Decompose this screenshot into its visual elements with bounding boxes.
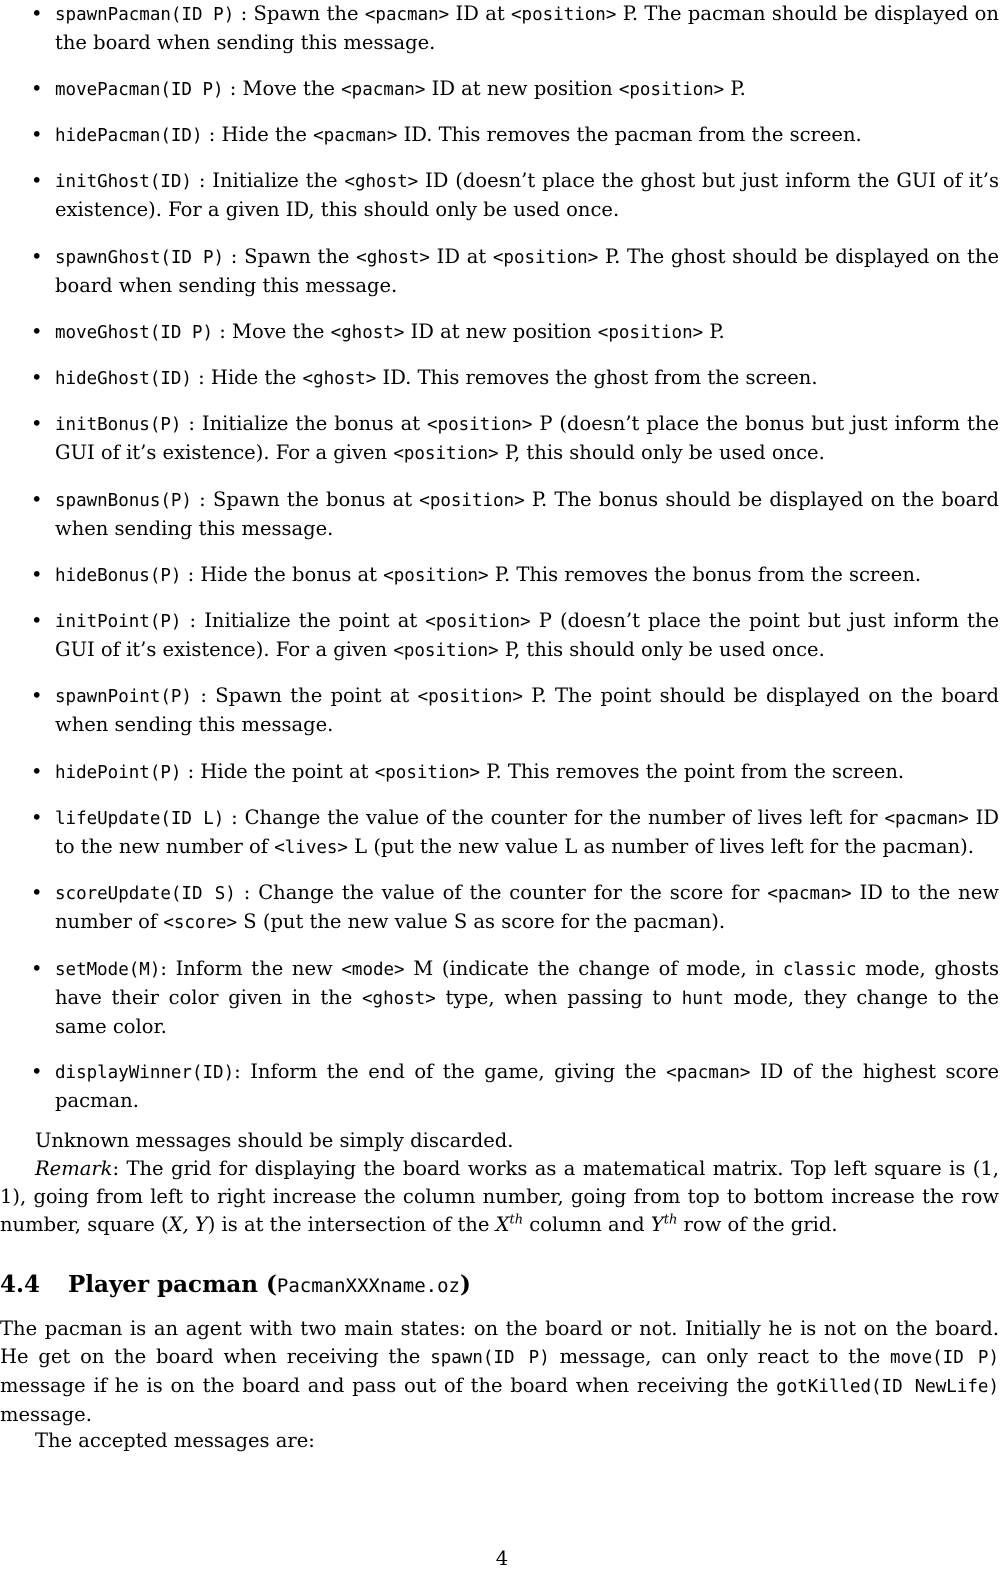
bullet-icon: • [31, 609, 43, 632]
inline-code: <position> [425, 612, 531, 632]
inline-code: <position> [393, 641, 499, 661]
message-item: • setMode(M): Inform the new <mode> M (indicate the change of mode, in classic mode, ghosts have their color given in the <ghost> type, when passing to hunt mode, they change to the same color. [31, 957, 1000, 1038]
bullet-icon: • [31, 806, 43, 829]
bullet-icon: • [31, 366, 43, 389]
message-item: • spawnGhost(ID P) : Spawn the <ghost> ID at <position> P. The ghost should be displayed on the board when sending this message. [31, 245, 999, 297]
message-item: • scoreUpdate(ID S) : Change the value of the counter for the score for <pacman> ID to the new number of <score> S (put the new value S as score for the pacman). [31, 881, 999, 933]
message-name: moveGhost(ID P) [55, 323, 214, 343]
inline-code: <position> [427, 415, 533, 435]
bullet-icon: • [31, 123, 43, 146]
bullet-icon: • [31, 77, 43, 100]
message-name: setMode(M) [55, 960, 161, 980]
bullet-icon: • [31, 881, 43, 904]
bullet-icon: • [31, 2, 43, 25]
bullet-icon: • [31, 169, 43, 192]
message-name: hideGhost(ID) [55, 369, 192, 389]
inline-code: <lives> [274, 838, 348, 858]
message-item: • initPoint(P) : Initialize the point at <position> P (doesn’t place the point but just inform the GUI of it’s existence). For a given <position> P, this should only be used once. [31, 609, 999, 661]
message-name: spawnPoint(P) [55, 687, 192, 707]
section-filename: PacmanXXXname.oz [276, 1275, 460, 1297]
inline-code: <position> [383, 566, 489, 586]
inline-code: <mode> [341, 960, 405, 980]
inline-code: <position> [492, 248, 599, 268]
inline-code: <ghost> [362, 989, 436, 1009]
message-item: • lifeUpdate(ID L) : Change the value of the counter for the number of lives left for <pacman> ID to the new number of <lives> L (put the new value L as number of lives left for the pacman). [31, 806, 999, 858]
inline-code: <ghost> [356, 248, 430, 268]
inline-code: move(ID P) [889, 1348, 999, 1368]
message-item: • displayWinner(ID): Inform the end of the game, giving the <pacman> ID of the highest score pacman. [31, 1060, 999, 1112]
bullet-icon: • [31, 488, 43, 511]
message-name: hidePacman(ID) [55, 126, 203, 146]
message-item: • initBonus(P) : Initialize the bonus at <position> P (doesn’t place the bonus but just inform the GUI of it’s existence). For a given <position> P, this should only be used once. [31, 412, 999, 464]
remark-label: Remark [35, 1157, 113, 1180]
inline-code: <pacman> [767, 884, 852, 904]
message-name: hidePoint(P) [55, 763, 182, 783]
message-item: • initGhost(ID) : Initialize the <ghost> ID (doesn’t place the ghost but just inform the GUI of it’s existence). For a given ID, this should only be used once. [31, 169, 999, 221]
inline-code: <ghost> [344, 172, 419, 192]
bullet-icon: • [31, 684, 43, 707]
message-name: initGhost(ID) [55, 172, 192, 192]
inline-code: <pacman> [341, 80, 426, 100]
message-name: hideBonus(P) [55, 566, 182, 586]
inline-code: <position> [419, 491, 525, 511]
inline-code: <score> [163, 913, 238, 933]
page-number: 4 [495, 1547, 509, 1570]
inline-code: <pacman> [313, 126, 398, 146]
message-item: • moveGhost(ID P) : Move the <ghost> ID at new position <position> P. [55, 318, 999, 347]
remark-paragraph: Remark: The grid for displaying the board works as a matematical matrix. Top left square is (1, 1), going from left to right increase the column number, going from top to bottom increase the row number, square (X, Y) is at the intersection of the Xth column and $Y^{th}$ row of the grid. [0, 1157, 999, 1236]
message-name: lifeUpdate(ID L) [55, 809, 225, 829]
message-name: spawnGhost(ID P) [55, 248, 225, 268]
bullet-icon: • [31, 563, 43, 586]
accepted-messages-line: The accepted messages are: [35, 1429, 315, 1452]
inline-code: <position> [597, 323, 704, 343]
inline-code: <position> [417, 687, 523, 707]
message-item: • spawnBonus(P) : Spawn the bonus at <position> P. The bonus should be displayed on the board when sending this message. [31, 488, 999, 540]
intro-paragraph: The pacman is an agent with two main states: on the board or not. Initially he is not on the board. He get on the board when receiving the spawn(ID P) message, can only react to the move(ID P) message if he is on the board and pass out of the board when receiving the gotKilled(ID NewLife) message. [0, 1317, 999, 1426]
message-name: displayWinner(ID) [55, 1063, 235, 1083]
bullet-icon: • [31, 957, 43, 980]
message-item: • movePacman(ID P) : Move the <pacman> ID at new position <position> P. [55, 75, 999, 104]
message-name: initBonus(P) [55, 415, 182, 435]
inline-code: gotKilled(ID NewLife) [776, 1377, 999, 1397]
message-name: movePacman(ID P) [55, 80, 224, 100]
inline-code: hunt [681, 989, 724, 1009]
inline-code: classic [782, 960, 857, 980]
bullet-icon: • [31, 1060, 43, 1083]
message-name: spawnBonus(P) [55, 491, 192, 511]
inline-code: <position> [374, 763, 481, 783]
inline-code: <pacman> [666, 1063, 751, 1083]
inline-code: <position> [511, 5, 617, 25]
inline-code: <position> [393, 444, 499, 464]
bullet-icon: • [31, 245, 43, 268]
inline-code: <position> [618, 80, 725, 100]
bullet-icon: • [31, 760, 43, 783]
bullet-icon: • [31, 412, 43, 435]
inline-code: <ghost> [330, 323, 405, 343]
message-name: spawnPacman(ID P) [55, 5, 235, 25]
message-item: • hideGhost(ID) : Hide the <ghost> ID. This removes the ghost from the screen. [55, 364, 999, 393]
inline-code: <pacman> [364, 5, 450, 25]
section-number: 4.4 [0, 1271, 41, 1298]
section-title: Player pacman ( [68, 1271, 277, 1298]
message-name: scoreUpdate(ID S) [55, 884, 236, 904]
inline-code: <ghost> [302, 369, 377, 389]
message-item: • spawnPacman(ID P) : Spawn the <pacman> ID at <position> P. The pacman should be displayed on the board when sending this message. [31, 2, 999, 54]
message-item: • hideBonus(P) : Hide the bonus at <position> P. This removes the bonus from the screen. [55, 561, 999, 590]
message-item: • hidePoint(P) : Hide the point at <position> P. This removes the point from the screen. [55, 758, 999, 787]
bullet-icon: • [31, 320, 43, 343]
message-name: initPoint(P) [55, 612, 182, 632]
unknown-messages-note: Unknown messages should be simply discarded. [35, 1129, 514, 1152]
section-heading: 4.4 Player pacman (PacmanXXXname.oz) [0, 1271, 471, 1298]
message-item: • spawnPoint(P) : Spawn the point at <position> P. The point should be displayed on the board when sending this message. [31, 684, 1000, 736]
inline-code: spawn(ID P) [430, 1348, 550, 1368]
inline-code: <pacman> [884, 809, 969, 829]
message-item: • hidePacman(ID) : Hide the <pacman> ID. This removes the pacman from the screen. [55, 121, 999, 150]
